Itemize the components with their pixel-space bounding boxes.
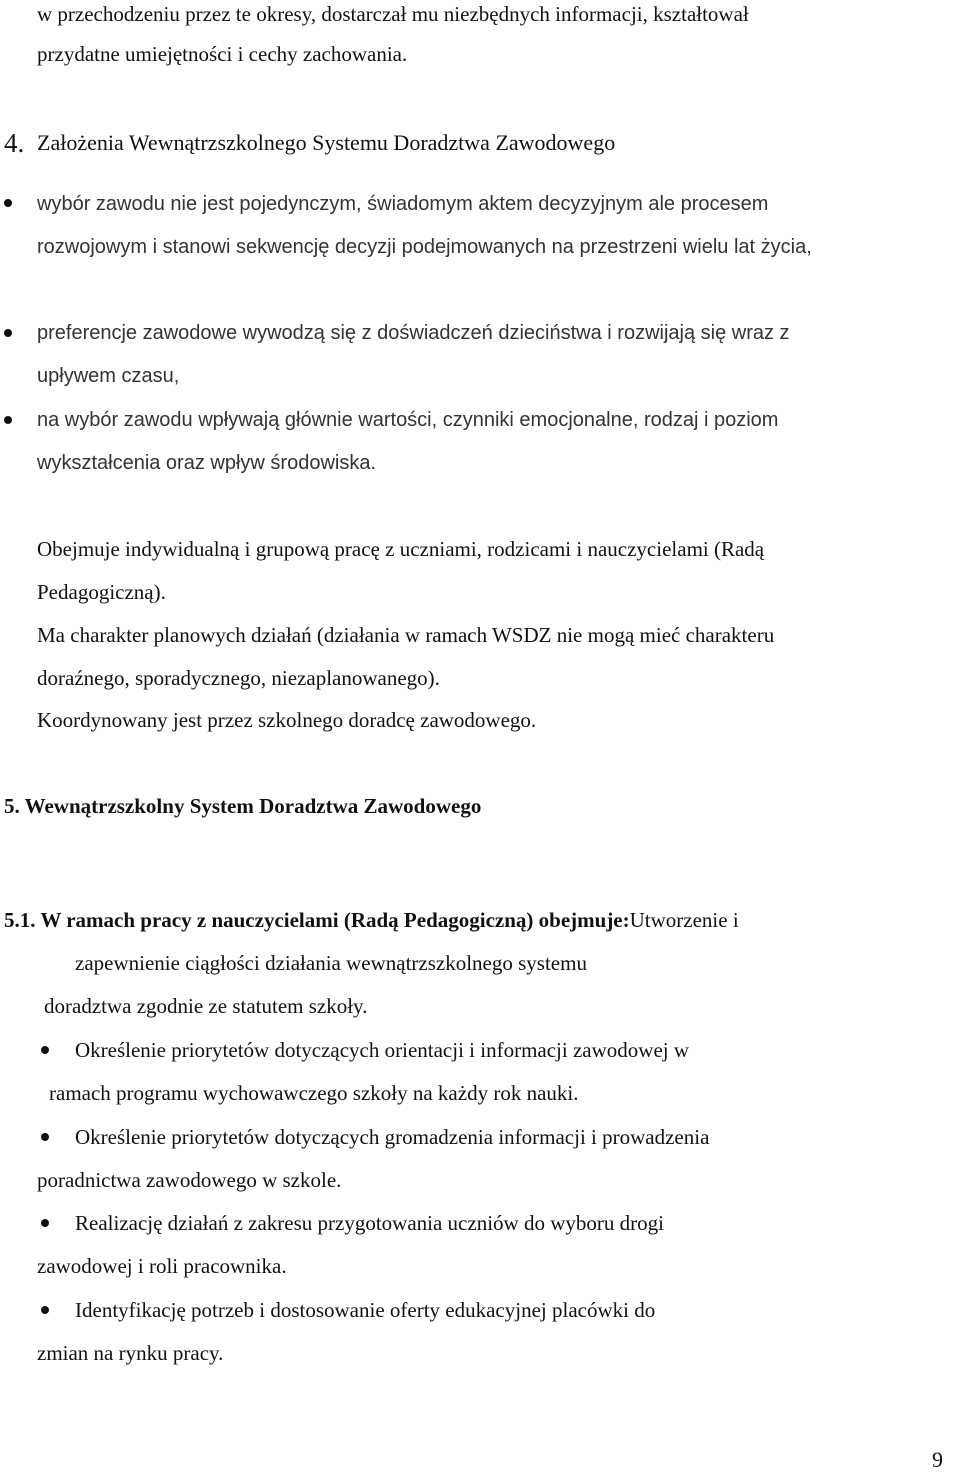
section-5-1-heading — [4, 906, 739, 934]
section-5-1-bullet-3-line-2: zawodowej i roli pracownika. — [37, 1254, 287, 1278]
section-5-title: 5. Wewnątrzszkolny System Doradztwa Zawodowego — [4, 794, 482, 818]
section-5-1-bullet-2-line-1: Określenie priorytetów dotyczących gromadzenia informacji i prowadzenia — [75, 1125, 710, 1149]
section-5-1-bullet-1-line-1: Określenie priorytetów dotyczących orientacji i informacji zawodowej w — [75, 1038, 690, 1062]
bullet-icon — [4, 199, 12, 207]
section-4-paragraph-4: doraźnego, sporadycznego, niezaplanowanego). — [37, 666, 440, 690]
section-4-title: Założenia Wewnątrzszkolnego Systemu Doradztwa Zawodowego — [37, 130, 616, 155]
section-4-paragraph-2: Pedagogiczną). — [37, 580, 166, 604]
section-4-bullet-1-line-2: rozwojowym i stanowi sekwencję decyzji podejmowanych na przestrzeni wielu lat życia, — [37, 236, 812, 258]
bullet-icon — [41, 1133, 49, 1141]
section-4-paragraph-5: Koordynowany jest przez szkolnego doradcę zawodowego. — [37, 708, 537, 732]
section-5-1-bullet-4-line-1: Identyfikację potrzeb i dostosowanie oferty edukacyjnej placówki do — [75, 1298, 656, 1322]
page-number: 9 — [932, 1447, 943, 1472]
section-5-1-continuation-2: doradztwa zgodnie ze statutem szkoły. — [44, 994, 368, 1018]
section-5-1-heading-rest: Utworzenie i — [629, 908, 739, 932]
section-4-bullet-3-line-2: wykształcenia oraz wpływ środowiska. — [37, 452, 377, 474]
bullet-icon — [41, 1219, 49, 1227]
section-5-1-heading-bold: 5.1. W ramach pracy z nauczycielami (Radą Pedagogiczną) obejmuje: — [4, 908, 630, 932]
bullet-icon — [41, 1046, 49, 1054]
intro-line-2: przydatne umiejętności i cechy zachowania. — [37, 42, 408, 66]
section-4-paragraph-1: Obejmuje indywidualną i grupową pracę z uczniami, rodzicami i nauczycielami (Radą — [37, 537, 765, 561]
section-5-1-bullet-3-line-1: Realizację działań z zakresu przygotowania uczniów do wyboru drogi — [75, 1211, 664, 1235]
section-4-number: 4. — [4, 128, 25, 158]
bullet-icon — [4, 329, 12, 337]
section-4-paragraph-3: Ma charakter planowych działań (działania w ramach WSDZ nie mogą mieć charakteru — [37, 623, 775, 647]
bullet-icon — [41, 1306, 49, 1314]
section-4-bullet-2-line-2: upływem czasu, — [37, 365, 180, 387]
section-5-1-bullet-1-line-2: ramach programu wychowawczego szkoły na każdy rok nauki. — [49, 1081, 579, 1105]
section-4-bullet-3-line-1: na wybór zawodu wpływają głównie wartości, czynniki emocjonalne, rodzaj i poziom — [37, 409, 779, 431]
section-5-1-bullet-2-line-2: poradnictwa zawodowego w szkole. — [37, 1168, 342, 1192]
intro-line-1: w przechodzeniu przez te okresy, dostarczał mu niezbędnych informacji, kształtował — [37, 2, 749, 26]
bullet-icon — [4, 416, 12, 424]
section-4-bullet-1-line-1: wybór zawodu nie jest pojedynczym, świadomym aktem decyzyjnym ale procesem — [37, 193, 769, 215]
section-5-1-bullet-4-line-2: zmian na rynku pracy. — [37, 1341, 224, 1365]
section-4-bullet-2-line-1: preferencje zawodowe wywodzą się z doświadczeń dzieciństwa i rozwijają się wraz z — [37, 322, 790, 344]
section-5-1-continuation-1: zapewnienie ciągłości działania wewnątrzszkolnego systemu — [75, 951, 587, 975]
